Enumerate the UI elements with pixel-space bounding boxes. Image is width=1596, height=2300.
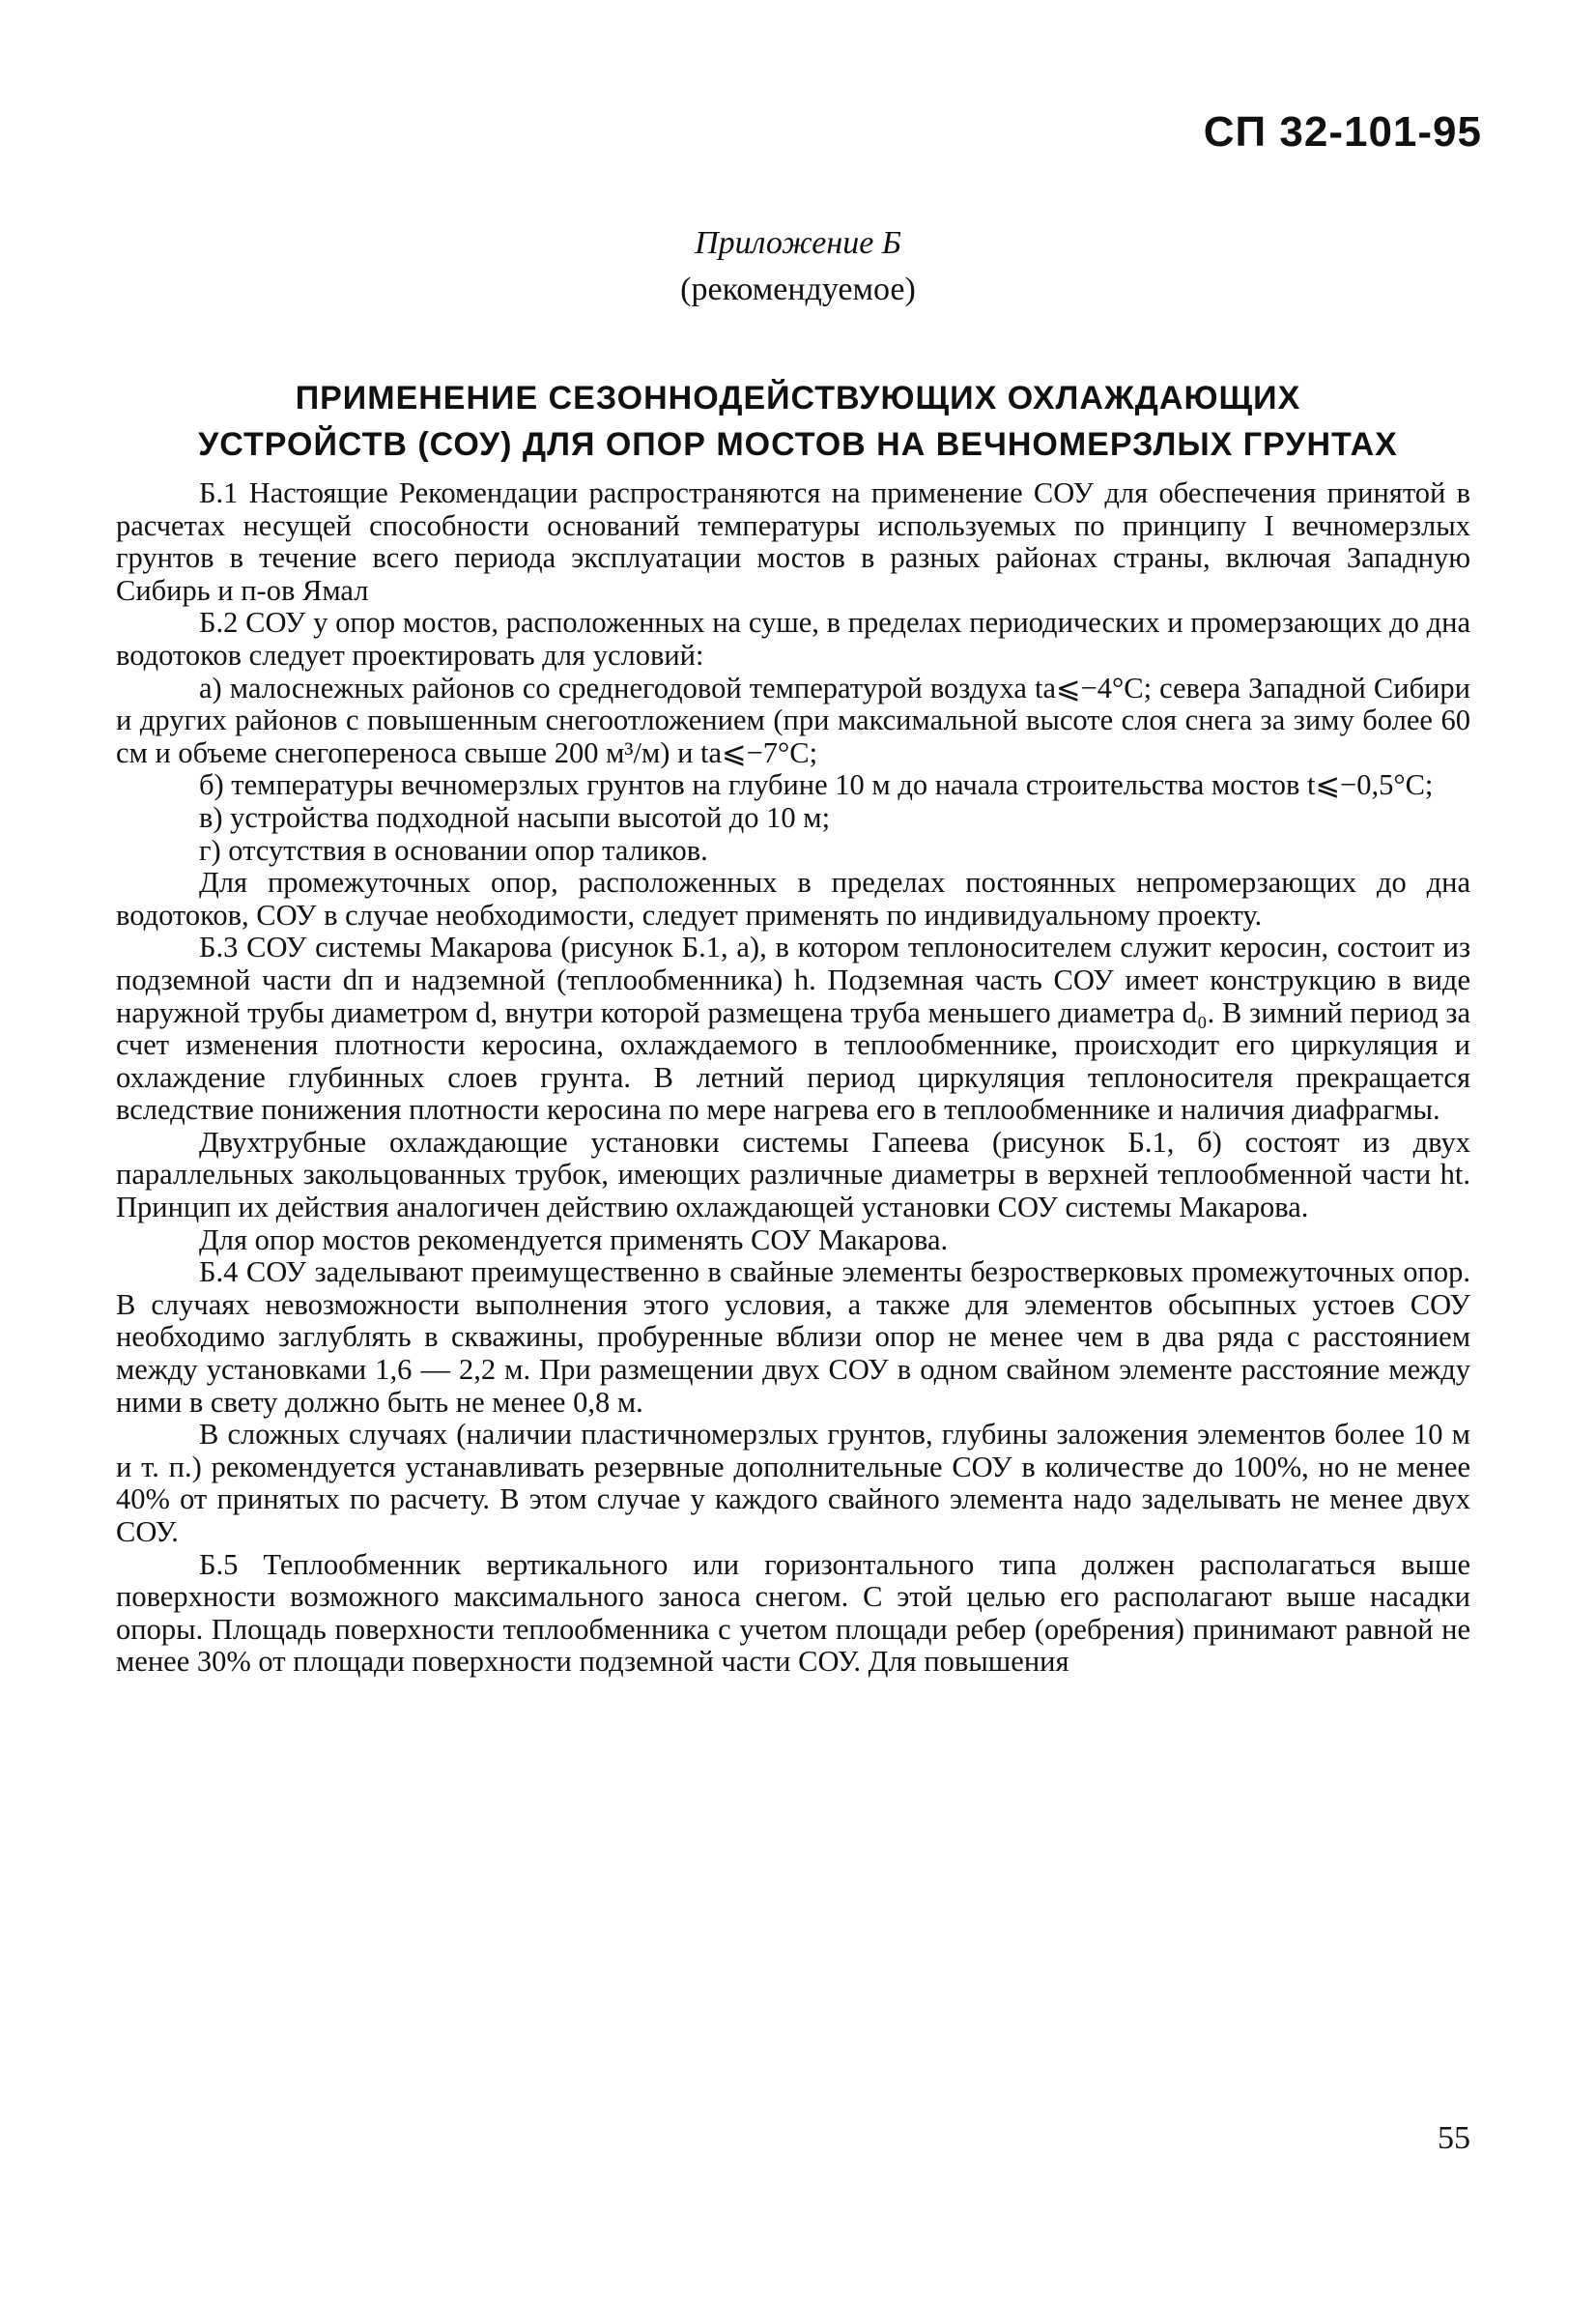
paragraph-b2-a: а) малоснежных районов со среднегодовой температурой воздуха tа⩽−4°С; севера Западной Сибири и других районов с повышенным снегоотложением (при максимальной высоте слоя снега за зиму более 60 см и объеме снегопереноса свыше 200 м³/м) и tа⩽−7°С; <box>116 671 1470 769</box>
paragraph-b3: Б.3 СОУ системы Макарова (рисунок Б.1, а), в котором теплоносителем служит керосин, состоит из подземной части dп и надземной (теплообменника) h. Подземная часть СОУ имеет конструкцию в виде наружной трубы диаметром d, внутри которой размещена труба меньшего диаметра d₀. В зимний период за счет изменения плотности керосина, охлаждаемого в теплообменнике, происходит его циркуляция и охлаждение глубинных слоев грунта. В летний период циркуляция теплоносителя прекращается вследствие понижения плотности керосина по мере нагрева его в теплообменнике и наличия диафрагмы. <box>116 931 1470 1127</box>
page-number: 55 <box>1438 2120 1470 2156</box>
section-title <box>0 375 1596 468</box>
paragraph-b2-b: б) температуры вечномерзлых грунтов на глубине 10 м до начала строительства мостов t⩽−0,5°С; <box>199 768 1434 802</box>
document-code: СП 32-101-95 <box>1203 108 1482 156</box>
section-title-line-1: ПРИМЕНЕНИЕ СЕЗОННОДЕЙСТВУЮЩИХ ОХЛАЖДАЮЩИХ <box>295 380 1301 417</box>
body-text <box>116 477 1470 1679</box>
section-title-line-2: УСТРОЙСТВ (СОУ) ДЛЯ ОПОР МОСТОВ НА ВЕЧНОМЕРЗЛЫХ ГРУНТАХ <box>198 426 1398 463</box>
appendix-heading <box>0 220 1596 313</box>
paragraph-complex-cases: В сложных случаях (наличии пластичномерзлых грунтов, глубины заложения элементов более 10 м и т. п.) рекомендуется устанавливать резервные дополнительные СОУ в количестве до 100%, но не менее 40% от принятых по расчету. В этом случае у каждого свайного элемента надо заделывать не менее двух СОУ. <box>116 1418 1470 1548</box>
paragraph-makarov-recommendation: Для опор мостов рекомендуется применять СОУ Макарова. <box>199 1222 949 1256</box>
paragraph-b5: Б.5 Теплообменник вертикального или горизонтального типа должен располагаться выше поверхности возможного максимального заноса снегом. С этой целью его располагают выше насадки опоры. Площадь поверхности теплообменника с учетом площади ребер (оребрения) принимают равной не менее 30% от площади поверхности подземной части СОУ. Для повышения <box>116 1547 1470 1679</box>
paragraph-b2: Б.2 СОУ у опор мостов, расположенных на суше, в пределах периодических и промерзающих до дна водотоков следует проектировать для условий: <box>116 606 1470 672</box>
appendix-label: Приложение Б <box>695 225 901 261</box>
paragraph-b1: Б.1 Настоящие Рекомендации распространяются на применение СОУ для обеспечения принятой в расчетах несущей способности оснований температуры используемых по принципу I вечномерзлых грунтов в течение всего периода эксплуатации мостов в разных районах страны, включая Западную Сибирь и п-ов Ямал <box>116 476 1470 607</box>
paragraph-b2-g: г) отсутствия в основании опор таликов. <box>199 833 708 867</box>
paragraph-b4: Б.4 СОУ заделывают преимущественно в свайные элементы безростверковых промежуточных опор. В случаях невозможности выполнения этого условия, а также для элементов обсыпных устоев СОУ необходимо заглублять в скважины, пробуренные вблизи опор не менее чем в два ряда с расстоянием между установками 1,6 — 2,2 м. При размещении двух СОУ в одном свайном элементе расстояние между ними в свету должно быть не менее 0,8 м. <box>116 1255 1470 1419</box>
paragraph-gapeev-system: Двухтрубные охлаждающие установки системы Гапеева (рисунок Б.1, б) состоят из двух параллельных закольцованных трубок, имеющих различные диаметры в верхней теплообменной части ht. Принцип их действия аналогичен действию охлаждающей установки СОУ системы Макарова. <box>116 1125 1470 1224</box>
paragraph-intermediate-supports: Для промежуточных опор, расположенных в пределах постоянных непромерзающих до дна водотоков, СОУ в случае необходимости, следует применять по индивидуальному проекту. <box>116 866 1470 932</box>
appendix-type: (рекомендуемое) <box>680 272 916 307</box>
paragraph-b2-v: в) устройства подходной насыпи высотой до 10 м; <box>199 800 831 834</box>
